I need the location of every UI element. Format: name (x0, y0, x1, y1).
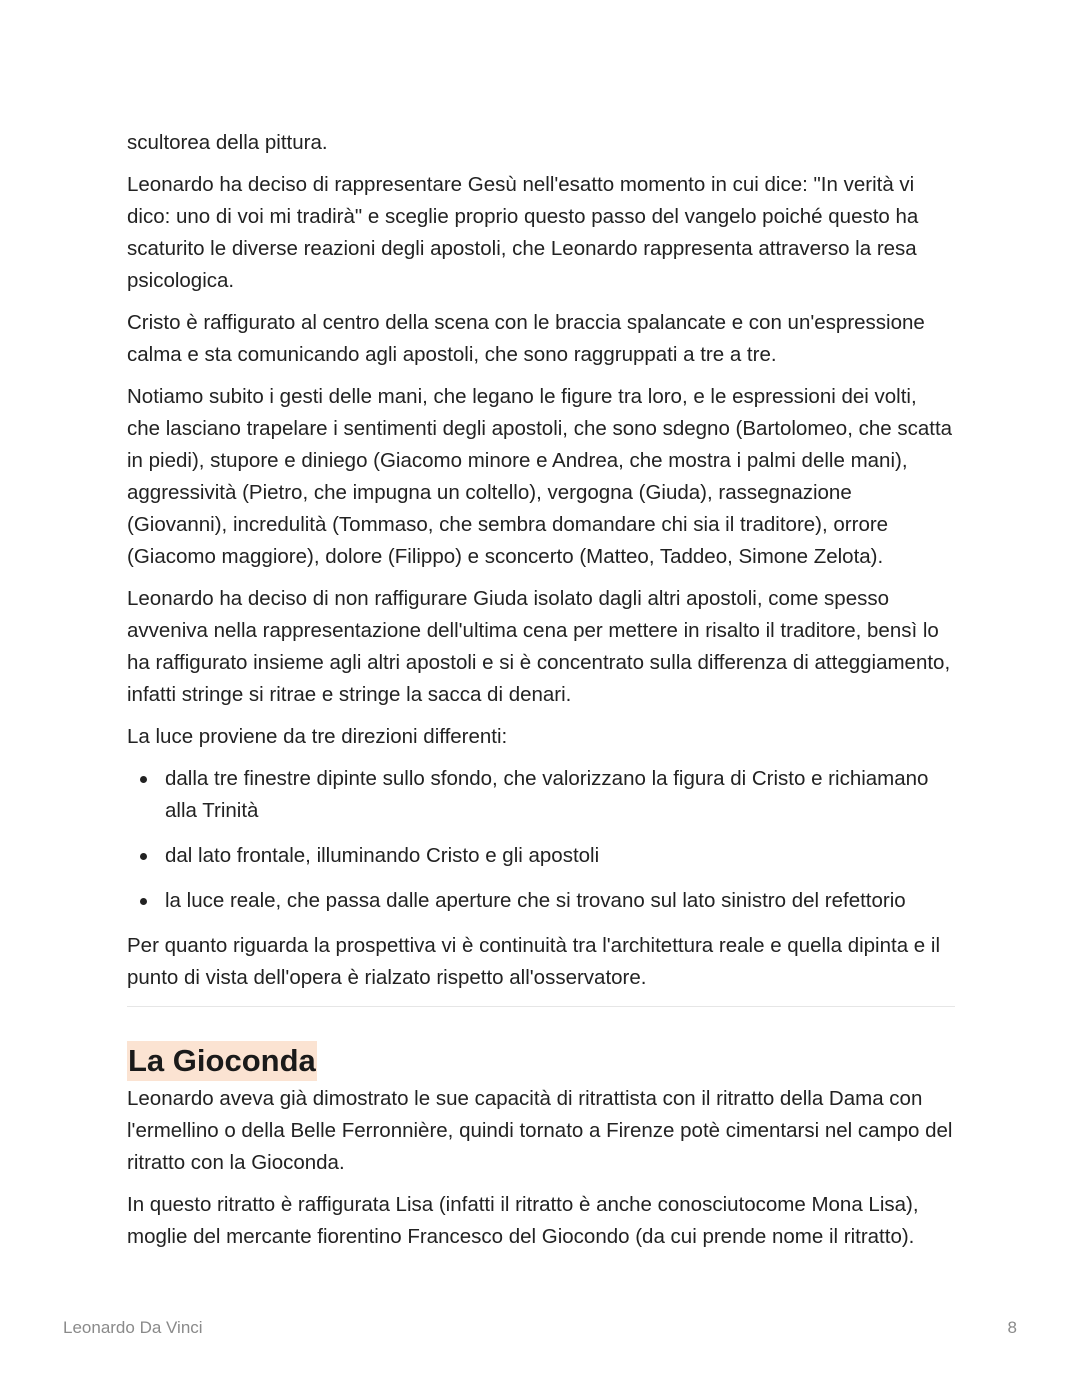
paragraph-cristo-center: Cristo è raffigurato al centro della scena con le braccia spalancate e con un'espressione calma e sta comunicando agli apostoli, che sono raggruppati a tre a tre. (127, 311, 925, 366)
bullet-icon (140, 853, 147, 860)
list-item (127, 885, 955, 917)
paragraph-light-intro: La luce proviene da tre direzioni differenti: (127, 725, 508, 748)
paragraph-gioconda-intro: Leonardo aveva già dimostrato le sue capacità di ritrattista con il ritratto della Dama con l'ermellino o della Belle Ferronnière, quindi tornato a Firenze potè cimentarsi nel campo del ritratto con la Gioconda. (127, 1087, 953, 1174)
bullet-icon (140, 776, 147, 783)
paragraph-perspective: Per quanto riguarda la prospettiva vi è continuità tra l'architettura reale e quella dipinta e il punto di vista dell'opera è rialzato rispetto all'osservatore. (127, 934, 941, 989)
paragraph-gestures-expressions: Notiamo subito i gesti delle mani, che legano le figure tra loro, e le espressioni dei volti, che lasciano trapelare i sentimenti degli apostoli, che sono sdegno (Bartolomeo, che scatta in piedi), stupore e diniego (Giacomo minore e Andrea, che mostra i palmi delle mani), aggressività (Pietro, che impugna un coltello), vergogna (Giuda), rassegnazione (Giovanni), incredulità (Tommaso, che sembra domandare chi sia il traditore), orrore (Giacomo maggiore), dolore (Filippo) e sconcerto (Matteo, Taddeo, Simone Zelota). (127, 385, 953, 568)
paragraph-continuation: scultorea della pittura. (127, 131, 328, 154)
paragraph-gesu-moment: Leonardo ha deciso di rappresentare Gesù nell'esatto momento in cui dice: "In verità vi dico: uno di voi mi tradirà" e sceglie proprio questo passo del vangelo poiché questo ha scaturito le diverse reazioni degli apostoli, che Leonardo rappresenta attraverso la resa psicologica. (127, 173, 919, 292)
list-item (127, 763, 955, 827)
paragraph-gioconda-lisa: In questo ritratto è raffigurata Lisa (infatti il ritratto è anche conosciutocome Mona Lisa), moglie del mercante fiorentino Francesco del Giocondo (da cui prende nome il ritratto). (127, 1193, 919, 1248)
light-directions-list (127, 763, 955, 917)
footer-document-title: Leonardo Da Vinci (63, 1318, 203, 1337)
section-divider (127, 1006, 955, 1007)
footer-page-number: 8 (1007, 1318, 1017, 1337)
bullet-icon (140, 898, 147, 905)
list-item-text: dalla tre finestre dipinte sullo sfondo, che valorizzano la figura di Cristo e richiamano alla Trinità (165, 767, 929, 822)
list-item (127, 840, 955, 872)
paragraph-giuda: Leonardo ha deciso di non raffigurare Giuda isolato dagli altri apostoli, come spesso avveniva nella rappresentazione dell'ultima cena per mettere in risalto il traditore, bensì lo ha raffigurato insieme agli altri apostoli e si è concentrato sulla differenza di atteggiamento, infatti stringe si ritrae e stringe la sacca di denari. (127, 587, 951, 706)
document-body (127, 127, 955, 1263)
list-item-text: dal lato frontale, illuminando Cristo e gli apostoli (165, 844, 600, 867)
section-heading: La Gioconda (127, 1041, 317, 1081)
list-item-text: la luce reale, che passa dalle aperture che si trovano sul lato sinistro del refettorio (165, 889, 906, 912)
